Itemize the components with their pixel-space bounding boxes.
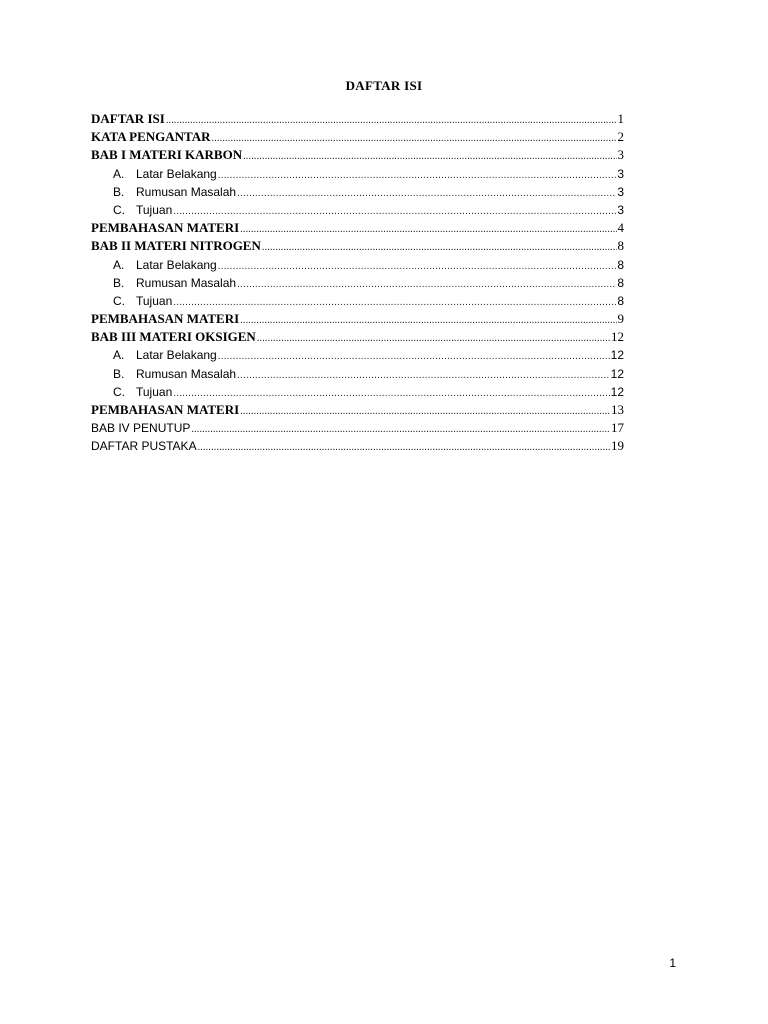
- toc-subentry-label: Latar Belakang: [136, 348, 217, 363]
- toc-subentry-label: Tujuan: [136, 202, 173, 217]
- toc-entry[interactable]: [91, 219, 624, 237]
- toc-subentry-letter: B.: [113, 366, 125, 381]
- dot-leader: [212, 128, 617, 148]
- toc-subentry-letter: C.: [113, 202, 125, 217]
- toc-entry-page: 8: [617, 238, 624, 254]
- toc-entry-page: 3: [617, 147, 624, 163]
- toc-subentry[interactable]: [91, 201, 624, 219]
- dot-leader: [257, 328, 610, 348]
- dot-leader: [191, 419, 610, 439]
- toc-subentry[interactable]: [91, 292, 624, 310]
- toc-entry[interactable]: [91, 419, 624, 437]
- toc-subentry-page: 12: [610, 366, 624, 381]
- toc-subentry[interactable]: [91, 383, 624, 401]
- toc-entry-label: BAB III MATERI OKSIGEN: [91, 329, 256, 345]
- toc-subentry[interactable]: [91, 256, 624, 274]
- toc-entry-label: BAB I MATERI KARBON: [91, 147, 243, 163]
- toc-subentry-letter: A.: [113, 257, 125, 272]
- toc-subentry-label: Latar Belakang: [136, 257, 217, 272]
- dot-leader: [173, 383, 609, 403]
- toc-entry[interactable]: [91, 237, 624, 255]
- toc-entry-page: 2: [617, 129, 624, 145]
- dot-leader: [173, 201, 616, 221]
- toc-subentry-letter: C.: [113, 384, 125, 399]
- toc-entry-page: 17: [611, 420, 624, 436]
- toc-subentry-letter: C.: [113, 293, 125, 308]
- dot-leader: [218, 165, 617, 185]
- toc-entry[interactable]: [91, 437, 624, 455]
- toc-entry[interactable]: [91, 328, 624, 346]
- toc-subentry[interactable]: [91, 183, 624, 201]
- toc-entry-label: DAFTAR ISI: [91, 111, 165, 126]
- toc-entry[interactable]: [91, 146, 624, 164]
- toc-subentry-page: 12: [610, 384, 624, 399]
- dot-leader: [262, 237, 617, 257]
- toc-entry-page: 12: [611, 329, 624, 345]
- toc-subentry-page: 8: [617, 293, 624, 308]
- dot-leader: [240, 310, 616, 330]
- toc-entry-label: PEMBAHASAN MATERI: [91, 220, 240, 236]
- toc-entry-page: 13: [611, 402, 624, 417]
- toc-subentry[interactable]: [91, 365, 624, 383]
- toc-subentry-label: Tujuan: [136, 293, 173, 308]
- toc-entry-label: BAB II MATERI NITROGEN: [91, 238, 261, 254]
- toc-subentry-letter: A.: [113, 166, 125, 181]
- dot-leader: [218, 346, 610, 366]
- toc-subentry[interactable]: [91, 346, 624, 364]
- toc-subentry-page: 8: [617, 275, 624, 290]
- table-of-contents: [91, 110, 624, 456]
- toc-subentry-letter: B.: [113, 184, 125, 199]
- page-number: 1: [669, 956, 676, 970]
- toc-entry-label: DAFTAR PUSTAKA: [91, 439, 197, 454]
- toc-subentry-page: 12: [610, 348, 624, 363]
- toc-entry-page: 1: [617, 111, 624, 126]
- toc-entry-page: 9: [617, 311, 624, 327]
- toc-subentry[interactable]: [91, 274, 624, 292]
- toc-subentry[interactable]: [91, 165, 624, 183]
- dot-leader: [237, 274, 616, 294]
- toc-subentry-label: Latar Belakang: [136, 166, 217, 181]
- toc-entry[interactable]: [91, 310, 624, 328]
- dot-leader: [243, 146, 616, 166]
- toc-entry[interactable]: [91, 401, 624, 419]
- dot-leader: [218, 256, 617, 276]
- dot-leader: [173, 292, 616, 312]
- toc-entry[interactable]: [91, 110, 624, 128]
- toc-subentry-label: Rumusan Masalah: [136, 275, 237, 290]
- toc-subentry-label: Rumusan Masalah: [136, 184, 237, 199]
- toc-subentry-letter: A.: [113, 348, 125, 363]
- toc-entry-page: 19: [611, 438, 624, 454]
- toc-entry-page: 4: [617, 220, 624, 236]
- page-title: DAFTAR ISI: [345, 78, 423, 93]
- toc-entry-label: PEMBAHASAN MATERI: [91, 402, 240, 417]
- dot-leader: [240, 401, 610, 421]
- toc-subentry-page: 3: [617, 166, 624, 181]
- dot-leader: [237, 365, 610, 385]
- dot-leader: [166, 110, 617, 130]
- toc-subentry-page: 8: [617, 257, 624, 272]
- dot-leader: [237, 183, 616, 203]
- toc-entry-label: KATA PENGANTAR: [91, 129, 211, 145]
- toc-entry-label: BAB IV PENUTUP: [91, 421, 191, 436]
- toc-subentry-page: 3: [617, 202, 624, 217]
- toc-entry[interactable]: [91, 128, 624, 146]
- toc-entry-label: PEMBAHASAN MATERI: [91, 311, 240, 327]
- toc-subentry-letter: B.: [113, 275, 125, 290]
- dot-leader: [198, 437, 610, 457]
- toc-subentry-label: Rumusan Masalah: [136, 366, 237, 381]
- toc-subentry-label: Tujuan: [136, 384, 173, 399]
- toc-subentry-page: 3: [617, 184, 624, 199]
- dot-leader: [240, 219, 616, 239]
